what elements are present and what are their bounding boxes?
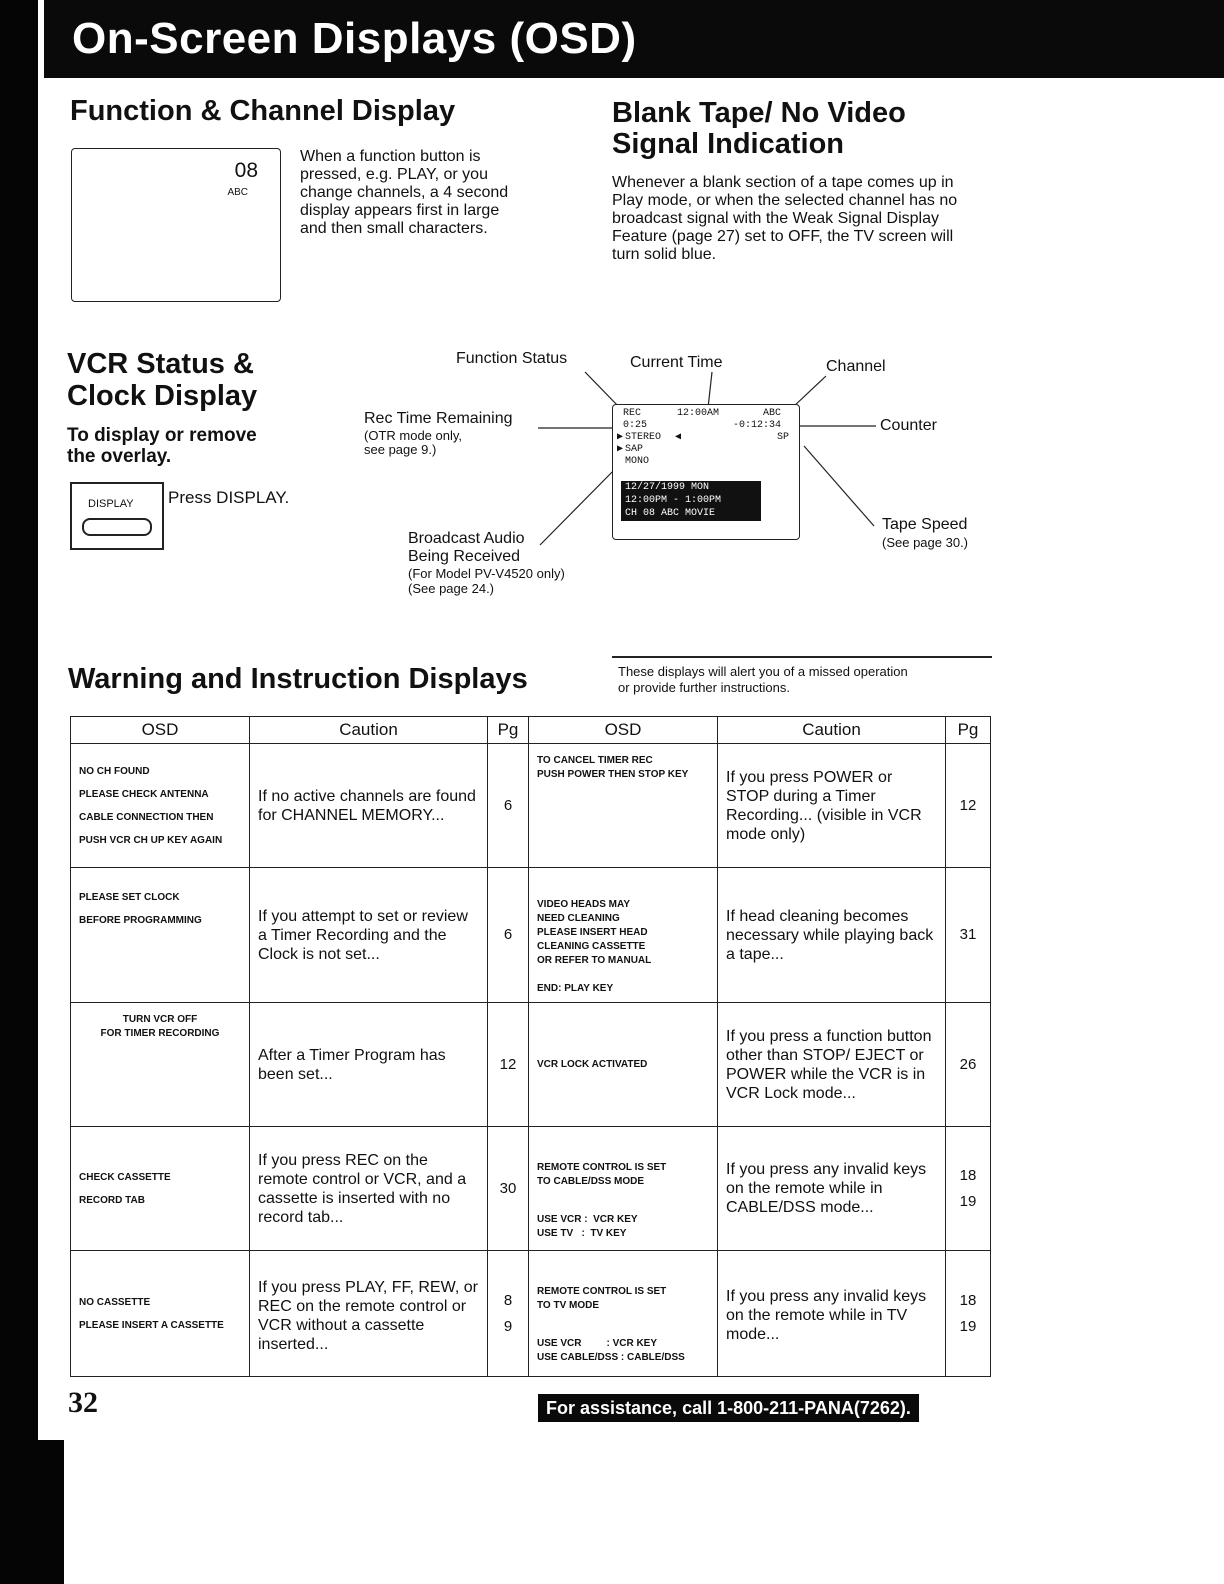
screen-mono: MONO <box>625 456 650 467</box>
warning-table-header <box>71 717 991 744</box>
osd-line: VCR LOCK ACTIVATED <box>537 1059 648 1070</box>
osd-cell <box>529 1251 718 1377</box>
osd-cell <box>71 744 250 868</box>
table-row <box>71 1127 991 1251</box>
page-cell: 26 <box>946 1003 991 1127</box>
page-number: 32 <box>68 1386 98 1419</box>
osd-spacer <box>537 968 709 982</box>
page-number-line: 8 <box>503 1291 513 1309</box>
vcr-status-subtitle-line1: To display or remove <box>67 425 257 446</box>
osd-line: USE TV : TV KEY <box>537 1228 627 1239</box>
osd-line: PLEASE INSERT HEAD <box>537 927 648 938</box>
caution-cell: If you press POWER or STOP during a Timer Recording... (visible in VCR mode only) <box>718 744 946 868</box>
osd-line: USE VCR : VCR KEY <box>537 1338 658 1349</box>
blank-tape-description: Whenever a blank section of a tape comes up in Play mode, or when the selected channel has no broadcast signal with the Weak Signal Display Feature (page 27) set to OFF, the TV screen will turn solid blue. <box>612 174 958 263</box>
callout-broadcast-note1: (For Model PV-V4520 only) <box>408 566 565 581</box>
osd-line: TO CABLE/DSS MODE <box>537 1176 645 1187</box>
header-caution-left: Caution <box>250 717 488 744</box>
tv-channel-number: 08 <box>234 159 258 182</box>
header-pg-right: Pg <box>946 717 991 744</box>
callout-counter: Counter <box>880 417 937 434</box>
callout-rec-time: Rec Time Remaining <box>364 410 513 427</box>
caution-cell: If you press a function button other than STOP/ EJECT or POWER while the VCR is in VCR Lock mode... <box>718 1003 946 1127</box>
header-caution-right: Caution <box>718 717 946 744</box>
page-cell <box>488 1251 529 1377</box>
caution-cell: If you press PLAY, FF, REW, or REC on the remote control or VCR without a cassette inserted... <box>250 1251 488 1377</box>
osd-line: NO CH FOUND <box>79 765 150 777</box>
warning-title: Warning and Instruction Displays <box>68 663 528 695</box>
stereo-arrow-icon: ◀ <box>675 432 682 443</box>
assistance-banner: For assistance, call 1-800-211-PANA(7262). <box>538 1394 919 1422</box>
screen-info-line1: 12/27/1999 MON <box>625 482 710 493</box>
header-pg-left: Pg <box>488 717 529 744</box>
osd-line: USE CABLE/DSS : CABLE/DSS <box>537 1352 685 1363</box>
page-number-line: 19 <box>959 1192 977 1210</box>
caution-cell: If no active channels are found for CHANNEL MEMORY... <box>250 744 488 868</box>
screen-time: 12:00AM <box>677 408 720 419</box>
osd-line: CHECK CASSETTE <box>79 1171 171 1183</box>
caution-cell: If you press REC on the remote control or VCR, and a cassette is inserted with no record tab... <box>250 1127 488 1251</box>
caution-cell: If head cleaning becomes necessary while playing back a tape... <box>718 868 946 1003</box>
tv-channel-label: ABC <box>227 187 248 198</box>
screen-speed: SP <box>777 432 790 443</box>
osd-cell <box>529 1003 718 1127</box>
osd-line: USE VCR : VCR KEY <box>537 1214 638 1225</box>
osd-line: TURN VCR OFF <box>122 1014 198 1025</box>
function-channel-title: Function & Channel Display <box>70 95 456 127</box>
osd-spacer <box>537 1313 709 1337</box>
screen-counter: -0:12:34 <box>733 420 782 431</box>
screen-stereo: STEREO <box>625 432 662 443</box>
callout-rec-time-note2: see page 9.) <box>364 442 437 457</box>
osd-cell <box>71 1127 250 1251</box>
warning-table <box>70 716 991 1377</box>
osd-line: CLEANING CASSETTE <box>537 941 646 952</box>
callout-tape-speed: Tape Speed <box>882 516 968 533</box>
osd-spacer <box>537 1189 709 1213</box>
page-cell: 6 <box>488 744 529 868</box>
blank-tape-title-line2: Signal Indication <box>612 128 845 160</box>
osd-cell <box>71 1251 250 1377</box>
page-cell: 30 <box>488 1127 529 1251</box>
page-number-line: 9 <box>503 1317 513 1335</box>
callout-broadcast-audio-line1: Broadcast Audio <box>408 530 525 547</box>
vcr-status-title-line2: Clock Display <box>67 380 258 412</box>
osd-line: TO CANCEL TIMER REC <box>537 755 653 766</box>
caution-cell: After a Timer Program has been set... <box>250 1003 488 1127</box>
osd-line: REMOTE CONTROL IS SET <box>537 1162 667 1173</box>
osd-line: NO CASSETTE <box>79 1296 151 1308</box>
osd-line: REMOTE CONTROL IS SET <box>537 1286 667 1297</box>
vcr-status-screen <box>612 404 800 540</box>
osd-line: NEED CLEANING <box>537 913 620 924</box>
function-channel-description: When a function button is pressed, e.g. PLAY, or you change channels, a 4 second display appears first in large and then small characters. <box>300 148 509 237</box>
page-number-line: 18 <box>959 1291 977 1309</box>
callout-function-status: Function Status <box>456 350 568 367</box>
osd-line: END: PLAY KEY <box>537 983 614 994</box>
callout-rec-time-note1: (OTR mode only, <box>364 428 463 443</box>
callout-broadcast-note2: (See page 24.) <box>408 581 495 596</box>
header-osd-left: OSD <box>71 717 250 744</box>
callout-tape-speed-note: (See page 30.) <box>882 535 969 550</box>
screen-info-line3: CH 08 ABC MOVIE <box>625 508 716 519</box>
vcr-status-title-line1: VCR Status & <box>67 348 254 380</box>
page-number-line: 19 <box>959 1317 977 1335</box>
vcr-status-subtitle-line2: the overlay. <box>67 446 172 467</box>
page-cell: 12 <box>488 1003 529 1127</box>
screen-rec: REC <box>623 408 642 419</box>
osd-line: BEFORE PROGRAMMING <box>79 915 202 926</box>
osd-line: TO TV MODE <box>537 1300 600 1311</box>
table-row <box>71 868 991 1003</box>
caution-cell: If you attempt to set or review a Timer Recording and the Clock is not set... <box>250 868 488 1003</box>
page-cell <box>946 1251 991 1377</box>
callout-broadcast-audio-line2: Being Received <box>408 548 521 565</box>
table-row <box>71 744 991 868</box>
page-cell: 31 <box>946 868 991 1003</box>
screen-info-line2: 12:00PM - 1:00PM <box>625 495 722 506</box>
osd-line: CABLE CONNECTION THEN <box>79 811 214 823</box>
blank-tape-title-line1: Blank Tape/ No Video <box>612 97 906 129</box>
section-rule <box>612 656 992 658</box>
table-row <box>71 1251 991 1377</box>
screen-channel: ABC <box>763 408 782 419</box>
stereo-indicator-icon: ▶ <box>617 432 624 443</box>
left-edge-bar-lower <box>0 1440 64 1584</box>
warning-note: These displays will alert you of a missed operation or provide further instructions. <box>618 664 908 695</box>
page-title: On-Screen Displays (OSD) <box>44 0 1224 78</box>
osd-cell <box>529 1127 718 1251</box>
press-display-text: Press DISPLAY. <box>168 488 290 507</box>
osd-line: OR REFER TO MANUAL <box>537 955 652 966</box>
sap-indicator-icon: ▶ <box>617 444 624 455</box>
table-row <box>71 1003 991 1127</box>
osd-line: PLEASE SET CLOCK <box>79 892 180 903</box>
osd-line: PUSH POWER THEN STOP KEY <box>537 769 689 780</box>
screen-rec-remaining: 0:25 <box>623 420 648 431</box>
callout-channel: Channel <box>826 358 886 375</box>
osd-line: PLEASE CHECK ANTENNA <box>79 788 209 800</box>
page-cell: 12 <box>946 744 991 868</box>
caution-cell: If you press any invalid keys on the remote while in CABLE/DSS mode... <box>718 1127 946 1251</box>
osd-cell <box>529 868 718 1003</box>
screen-program-info <box>621 481 761 521</box>
page-number-line: 18 <box>959 1166 977 1184</box>
osd-cell <box>71 1003 250 1127</box>
osd-cell <box>529 744 718 868</box>
osd-line: VIDEO HEADS MAY <box>537 899 630 910</box>
osd-line: PLEASE INSERT A CASSETTE <box>79 1319 224 1331</box>
header-osd-right: OSD <box>529 717 718 744</box>
display-button-label: DISPLAY <box>88 498 134 510</box>
screen-sap: SAP <box>625 444 644 455</box>
page-cell: 6 <box>488 868 529 1003</box>
callout-current-time: Current Time <box>630 354 723 371</box>
page-cell <box>946 1127 991 1251</box>
osd-cell <box>71 868 250 1003</box>
caution-cell: If you press any invalid keys on the remote while in TV mode... <box>718 1251 946 1377</box>
osd-line: FOR TIMER RECORDING <box>100 1028 220 1039</box>
osd-line: PUSH VCR CH UP KEY AGAIN <box>79 834 223 846</box>
osd-line: RECORD TAB <box>79 1194 145 1206</box>
